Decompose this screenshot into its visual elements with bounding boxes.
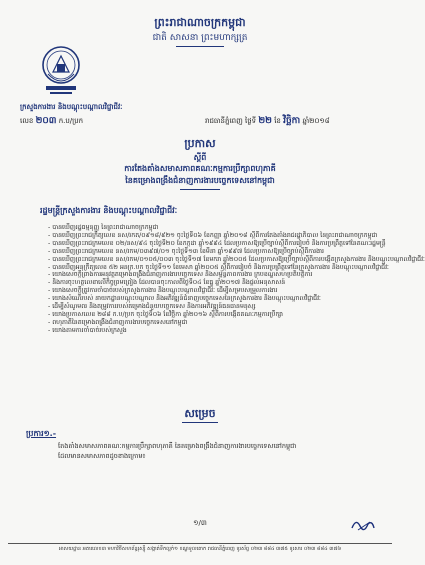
issue-date-line [205, 115, 383, 128]
page-number: ១/៣ [193, 519, 207, 527]
signature-initial-icon [348, 516, 378, 534]
list-item: - បានឃើញរដ្ឋធម្មនុញ្ញ នៃព្រះរាជាណាចក្រកម្ពុជា [48, 224, 159, 231]
list-item: - និងការចុះហត្ថលេខាលើកិច្ចព្រមព្រៀង ដែលបានចុះកាលពីថ្ងៃទី០៤ ខែធ្នូ ឆ្នាំ២០១៧ និងផ្តល់អនុសាសន៍ [48, 279, 286, 287]
list-item: - បានឃើញព្រះរាជក្រឹត្យលេខ នស/រកត/០៩១៨/៩២១ ចុះថ្ងៃទី០៦ ខែកញ្ញា ឆ្នាំ២០១៨ ស្តីពីការតែងតាំងរាជរដ្ឋាភិបាល នៃព្រះរាជាណាចក្រកម្ពុជា [48, 231, 378, 239]
subject-line-2: នៃគម្រោងពង្រឹងជំនាញការងារបច្ចេកទេសនៅកម្ពុជា [125, 176, 275, 185]
article-1-text-cont: ដែលមានសមាសភាពដូចខាងក្រោម៖ [58, 452, 146, 460]
decision-divider [182, 422, 218, 423]
list-item: - យោងសេចក្តីត្រូវការចាំបាច់របស់ក្រសួងការងារ និងបណ្តុះបណ្តាលវិជ្ជាជីវៈ ដើម្បីសម្របសម្រួលការងារ [48, 287, 278, 295]
list-item: - បានឃើញព្រះរាជក្រមលេខ នស/រកម/០១០៥/០០៣ ចុះថ្ងៃទី១៧ ខែមករា ឆ្នាំ២០០៥ ដែលប្រកាសឱ្យប្រើច្បាប់ស្តីពីការបង្កើតក្រសួងការងារ និងបណ្តុះបណ្តាលវិជ្ជាជីវៈ [48, 255, 425, 263]
national-motto: ជាតិ សាសនា ព្រះមហាក្សត្រ [152, 33, 248, 43]
subject-divider [180, 189, 220, 190]
list-item: - បានឃើញព្រះរាជក្រមលេខ នស/រកម/០៣៩៧/០១ ចុះថ្ងៃទី១៣ ខែមីនា ឆ្នាំ១៩៩៧ ដែលប្រកាសឱ្យប្រើច្បាប់ស្តីពីការងារ [48, 247, 325, 255]
list-item: - យោងសេចក្តីព្រាងការអនុវត្តគម្រោងពង្រឹងជំនាញការងារបច្ចេកទេស និងសម្ព័ន្ធភាពការងារ ក្របខណ្ឌសហប្រតិបត្តិការ [48, 271, 313, 279]
reference-number-line [20, 115, 200, 128]
ref-suffix: ក.ប/ប្រក [58, 117, 84, 125]
article-1-text: តែងតាំងសមាសភាពគណៈកម្មការប្រឹក្សាពហុភាគី នៃគម្រោងពង្រឹងជំនាញការងារបច្ចេកទេសនៅកម្ពុជា [58, 442, 297, 450]
article-1-label: ប្រការ១.- [26, 429, 57, 438]
footer-address: អាសយដ្ឋាន អគារលេខ៣ មហាវិថីសហព័ន្ធរុស្ស៊ី សង្កាត់ទឹកល្អក់១ ខណ្ឌទួលគោក រាជធានីភ្នំពេញ ទូរស័ព្ទ ០២៣ ៨៨៤ ៣៧៥ ទូរសារ ០២៣ ៨៨៤ ៣៧៦ [58, 546, 342, 552]
list-item: - បានឃើញអនុក្រឹត្យលេខ ៥២ អនក្រ.បក ចុះថ្ងៃទី១១ ខែមេសា ឆ្នាំ២០០៥ ស្តីពីការរៀបចំ និងការប្រព្រឹត្តទៅនៃក្រសួងការងារ និងបណ្តុះបណ្តាលវិជ្ជាជីវៈ [48, 263, 389, 271]
list-item: - យោងប្រកាសលេខ ២៨៨ ក.ប/ប្រក ចុះថ្ងៃទី០៦ ខែវិច្ឆិកា ឆ្នាំ២០១៦ ស្តីពីការបង្កើតគណៈកម្មការប្រឹក្សា [48, 310, 283, 318]
motto-divider [176, 46, 224, 47]
issuing-ministry: ក្រសួងការងារ និងបណ្តុះបណ្តាលវិជ្ជាជីវៈ [20, 103, 123, 111]
footer-divider [8, 543, 392, 544]
about-label: ស្តីពី [193, 153, 207, 162]
document-type: ប្រកាស [184, 137, 216, 150]
preamble-list [48, 224, 425, 335]
ministry-emblem-icon [40, 44, 82, 98]
date-middle: ខែ [274, 117, 281, 125]
date-prefix: រាជធានីភ្នំពេញ ថ្ងៃទី [205, 117, 257, 125]
ref-prefix: លេខ [20, 117, 34, 125]
list-item: - យោងតាមការចាំបាច់របស់ក្រសួង [48, 326, 127, 334]
kingdom-title: ព្រះរាជាណាចក្រកម្ពុជា [154, 16, 246, 29]
ref-number: ២០៣ [35, 116, 57, 126]
list-item: - ដើម្បីសំណូមពរ និងតម្រូវការរបស់គម្រោងជំនួយបច្ចេកទេស និងការអភិវឌ្ឍន៍ធនធានមនុស្ស [48, 303, 256, 311]
date-month: វិច្ឆិកា [283, 116, 301, 126]
date-suffix: ឆ្នាំ២០១៨ [302, 117, 330, 125]
list-item: - យោងសំណើរបស់ នាយកដ្ឋានបណ្តុះបណ្តាល និងអភិវឌ្ឍន៍ជំនាញបច្ចេកទេសនៃក្រសួងការងារ និងបណ្តុះបណ្តាលវិជ្ជាជីវៈ [48, 295, 321, 303]
minister-heading: រដ្ឋមន្ត្រីក្រសួងការងារ និងបណ្តុះបណ្តាលវិជ្ជាជីវៈ [40, 206, 178, 215]
decision-heading: សម្រេច [184, 407, 216, 420]
date-day: ២២ [258, 116, 272, 126]
list-item: - បានឃើញព្រះរាជក្រមលេខ ០២/នស/៩៤ ចុះថ្ងៃទី២០ ខែកក្កដា ឆ្នាំ១៩៩៤ ដែលប្រកាសឱ្យប្រើច្បាប់ស្តីពីការរៀបចំ និងការប្រព្រឹត្តទៅនៃគណៈរដ្ឋមន្ត្រី [48, 239, 386, 247]
subject-line-1: ការតែងតាំងសមាសភាពគណៈកម្មការប្រឹក្សាពហុភាគី [124, 164, 276, 173]
list-item: - ពហុភាគីនៃគម្រោងពង្រឹងជំនាញការងារបច្ចេកទេសនៅកម្ពុជា [48, 318, 188, 326]
